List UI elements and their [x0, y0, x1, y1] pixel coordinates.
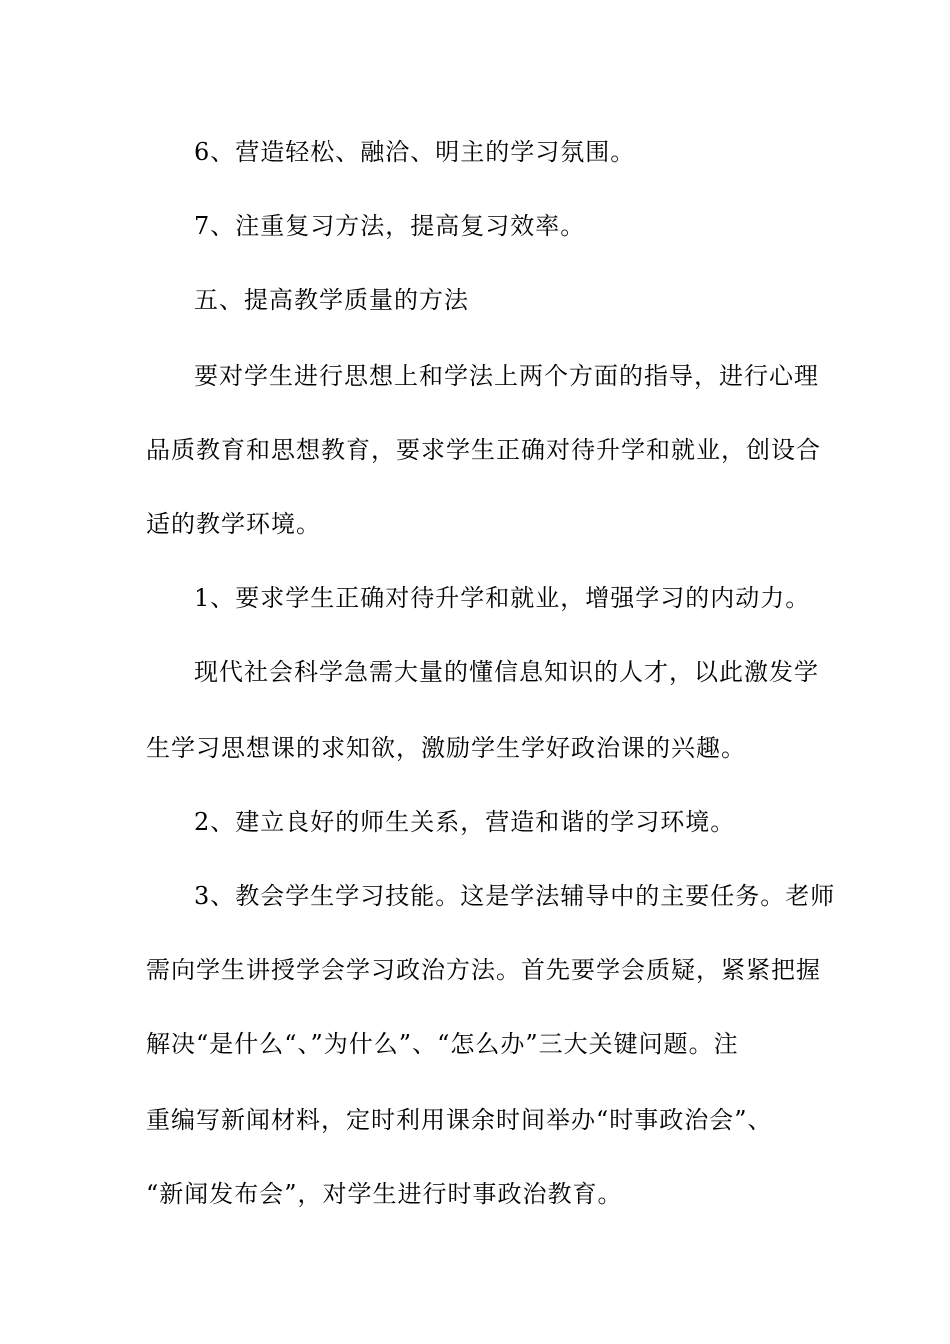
paragraph-line: 现代社会科学急需大量的懂信息知识的人才，以此激发学 [194, 658, 819, 686]
paragraph-line: 重编写新闻材料，定时利用课余时间举办“时事政治会”、 [146, 1106, 773, 1134]
paragraph-line: 解决“是什么“、”为什么”、“怎么办”三大关键问题。注 [146, 1030, 739, 1058]
section-heading-5: 五、提高教学质量的方法 [194, 286, 469, 314]
paragraph-line: “新闻发布会”，对学生进行时事政治教育。 [146, 1180, 623, 1208]
list-item-1: 1、要求学生正确对待升学和就业，增强学习的内动力。 [194, 584, 811, 612]
paragraph-line: 生学习思想课的求知欲，激励学生学好政治课的兴趣。 [146, 734, 746, 762]
list-item-6: 6、营造轻松、融洽、明主的学习氛围。 [194, 138, 636, 166]
list-item-7: 7、注重复习方法，提高复习效率。 [194, 212, 586, 240]
paragraph-line: 适的教学环境。 [146, 510, 321, 538]
paragraph-line: 要对学生进行思想上和学法上两个方面的指导，进行心理 [194, 362, 819, 390]
paragraph-line: 需向学生讲授学会学习政治方法。首先要学会质疑，紧紧把握 [146, 956, 821, 984]
paragraph-line: 品质教育和思想教育，要求学生正确对待升学和就业，创设合 [146, 436, 821, 464]
list-item-3: 3、教会学生学习技能。这是学法辅导中的主要任务。老师 [194, 882, 836, 910]
list-item-2: 2、建立良好的师生关系，营造和谐的学习环境。 [194, 808, 736, 836]
